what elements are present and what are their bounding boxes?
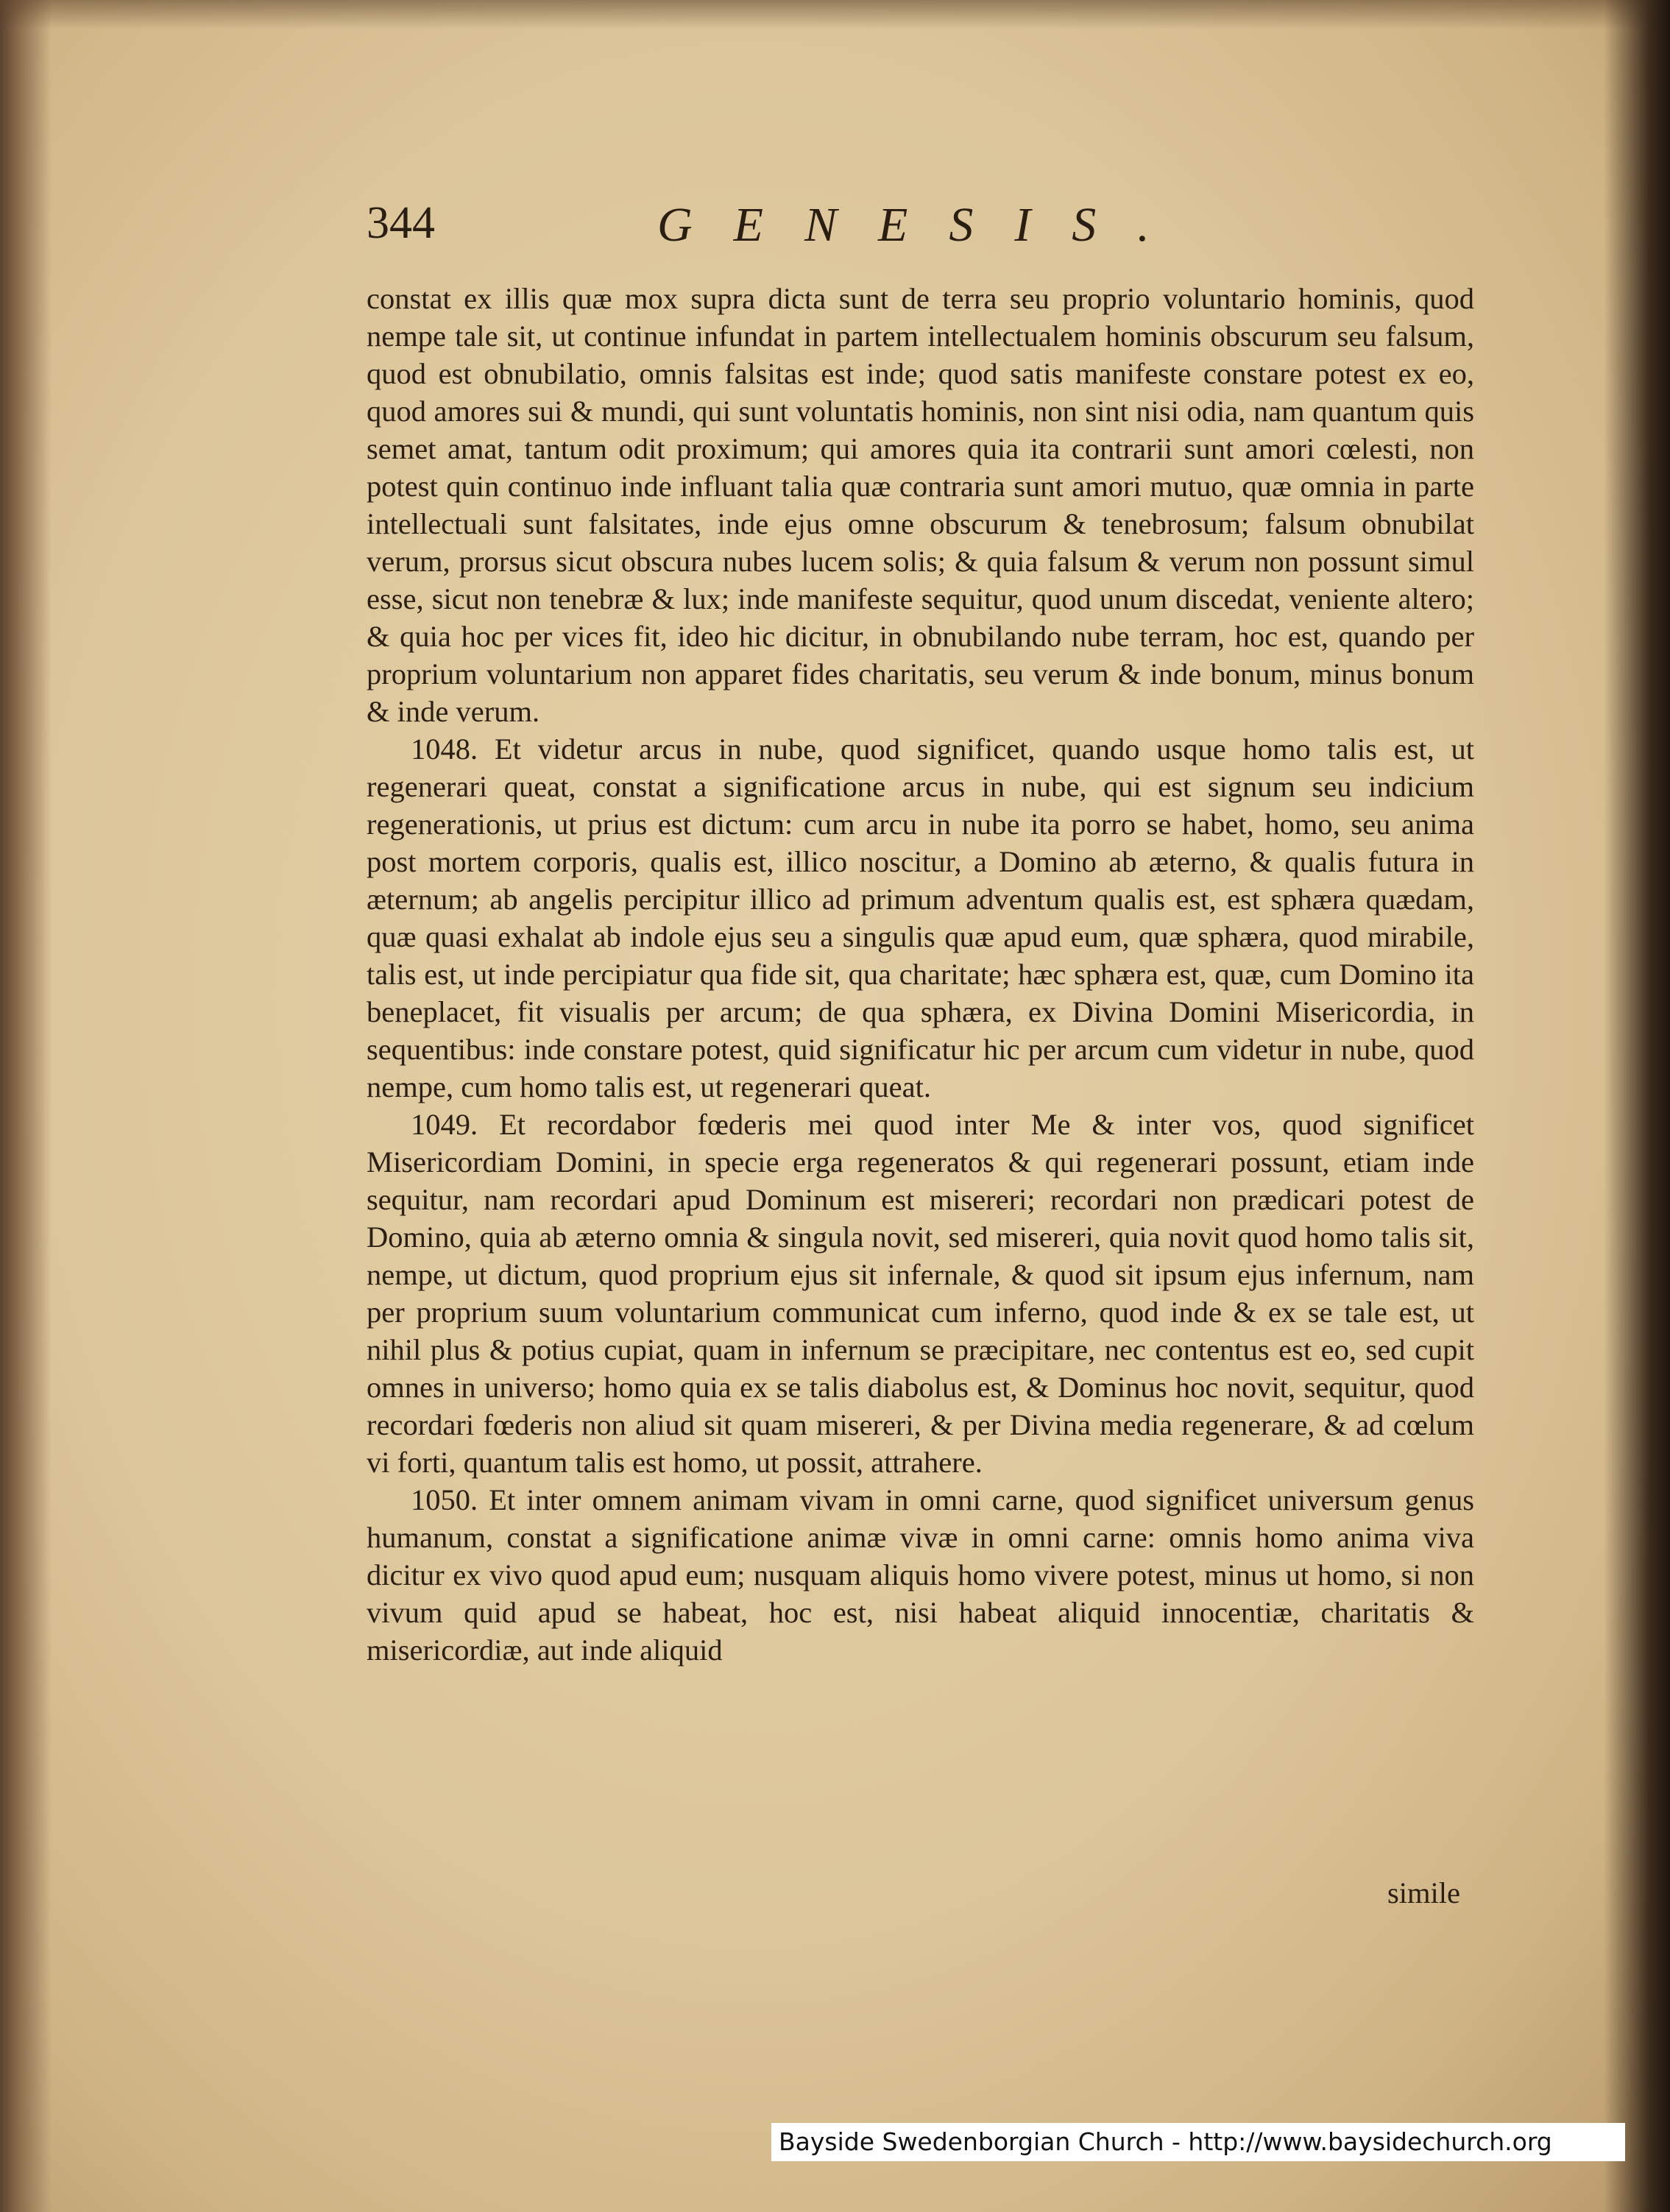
page-right-edge bbox=[1604, 0, 1670, 2212]
body-text bbox=[367, 280, 1474, 1669]
paragraph-1049: 1049. Et recordabor fœderis mei quod inter Me & inter vos, quod significet Misericordiam Domini, in specie erga regeneratos & qui regenerari possunt, etiam inde sequitur, nam recordari apud Dominum est misereri; recordari non prædicari potest de Domino, quia ab æterno omnia & singula novit, sed misereri, quia novit quod homo talis sit, nempe, ut dictum, quod proprium ejus sit infernale, & quod sit ipsum ejus infernum, nam per proprium suum voluntarium communicat cum inferno, quod inde & ex se tale est, ut nihil plus & potius cupiat, quam in infernum se præcipitare, nec contentus est eo, sed cupit omnes in universo; homo quia ex se talis diabolus est, & Dominus hoc novit, sequitur, quod recordari fœderis non aliud sit quam misereri, & per Divina media regenerare, & ad cœlum vi forti, quantum talis est homo, ut possit, attrahere. bbox=[367, 1108, 1474, 1479]
paragraph-1050: 1050. Et inter omnem animam vivam in omni carne, quod significet universum genus humanum, constat a significatione animæ vivæ in omni carne: omnis homo anima viva dicitur ex vivo quod apud eum; nusquam aliquis homo vivere potest, minus ut homo, si non vivum quid apud se habeat, hoc est, nisi habeat aliquid innocentiæ, charitatis & misericordiæ, aut inde aliquid bbox=[367, 1483, 1474, 1667]
catchword: simile bbox=[1387, 1876, 1460, 1909]
binding-shadow bbox=[0, 0, 52, 2212]
running-title: GENESIS. bbox=[657, 198, 1191, 252]
page-top-edge bbox=[0, 0, 1670, 29]
page-number: 344 bbox=[367, 198, 435, 248]
paragraph-continuation: constat ex illis quæ mox supra dicta sunt de terra seu proprio voluntario hominis, quod nempe tale sit, ut continue infundat in partem intellectualem hominis obscurum seu falsum, quod est obnubilatio, omnis falsitas est inde; quod satis manifeste constare potest ex eo, quod amores sui & mundi, qui sunt voluntatis hominis, non sint nisi odia, nam quantum quis semet amat, tantum odit proximum; qui amores quia ita contrarii sunt amori cœlesti, non potest quin continuo inde influant talia quæ contraria sunt amori mutuo, quæ omnia in parte intellectuali sunt falsitates, inde ejus omne obscurum & tenebrosum; falsum obnubilat verum, prorsus sicut obscura nubes lucem solis; & quia falsum & verum non possunt simul esse, sicut non tenebræ & lux; inde manifeste sequitur, quod unum discedat, veniente altero; & quia hoc per vices fit, ideo hic dicitur, in obnubilando nube terram, hoc est, quando per proprium voluntarium non apparet fides charitatis, seu verum & inde bonum, minus bonum & inde verum. bbox=[367, 282, 1474, 728]
paragraph-1048: 1048. Et videtur arcus in nube, quod significet, quando usque homo talis est, ut regenerari queat, constat a significatione arcus in nube, qui est signum seu indicium regenerationis, ut prius est dictum: cum arcu in nube ita porro se habet, homo, seu anima post mortem corporis, qualis est, illico noscitur, a Domino ab æterno, & qualis futura in æternum; ab angelis percipitur illico ad primum adventum qualis est, est sphæra quædam, quæ quasi exhalat ab indole ejus seu a singulis quæ apud eum, quæ sphæra, quod mirabile, talis est, ut inde percipiatur qua fide sit, qua charitate; hæc sphæra est, quæ, cum Domino ita beneplacet, fit visualis per arcum; de qua sphæra, ex Divina Domini Misericordia, in sequentibus: inde constare potest, quid significatur hic per arcum cum videtur in nube, quod nempe, cum homo talis est, ut regenerari queat. bbox=[367, 732, 1474, 1103]
watermark-banner: Bayside Swedenborgian Church - http://www.baysidechurch.org bbox=[771, 2123, 1625, 2161]
page-header bbox=[367, 197, 1478, 264]
